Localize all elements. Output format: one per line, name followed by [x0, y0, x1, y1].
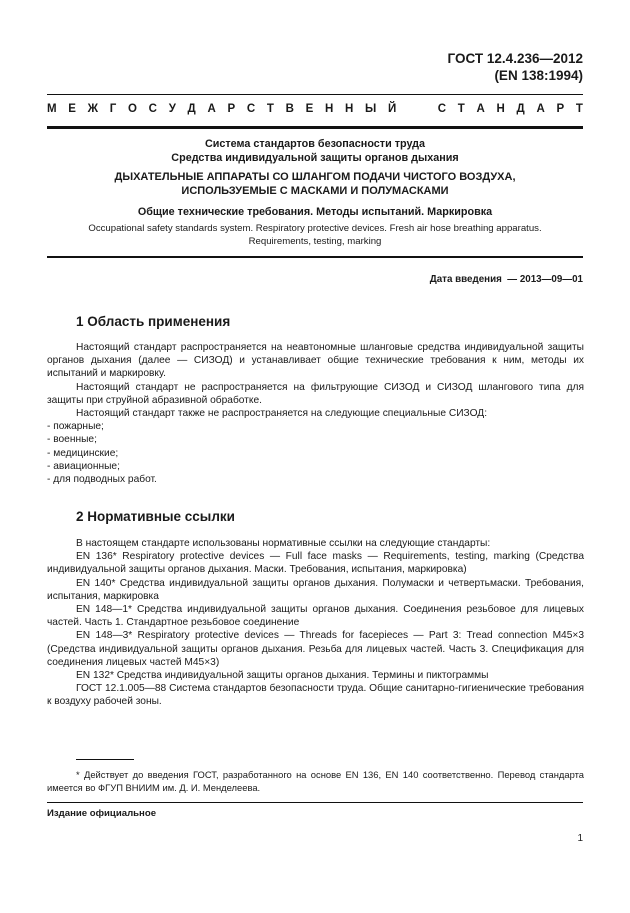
gost-number: ГОСТ 12.4.236—2012: [447, 51, 583, 66]
banner-letter: Н: [324, 103, 334, 115]
title-main-line1: ДЫХАТЕЛЬНЫЕ АППАРАТЫ СО ШЛАНГОМ ПОДАЧИ ЧИСТОГО ВОЗДУХА,: [114, 171, 516, 183]
reference-item: EN 140* Средства индивидуальной защиты органов дыхания. Полумаски и четвертьмаски. Требования, испытания, маркировка: [47, 577, 584, 602]
list-item: - авиационные;: [47, 460, 120, 472]
banner-letter: С: [148, 103, 157, 115]
title-system: Система стандартов безопасности труда: [204, 138, 426, 150]
bottom-rule: [47, 802, 583, 803]
introduction-date: [430, 274, 583, 285]
reference-item: EN 132* Средства индивидуальной защиты органов дыхания. Термины и пиктограммы: [76, 670, 489, 682]
reference-item: EN 148—3* Respiratory protective devices — Threads for facepieces — Part 3: Tread connection M45×3 (Средства индивидуальной защиты органов дыхания. Резьба для лицевых частей. Часть 3. Спецификация для соединения лицевых частей M45×3): [47, 630, 584, 668]
banner-letter: А: [536, 103, 545, 115]
title-english-line2: Requirements, testing, marking: [248, 236, 382, 247]
banner-letter: С: [246, 103, 256, 115]
section-2-body: [47, 537, 584, 709]
banner-letter: У: [168, 103, 176, 115]
banner-letter: Ы: [365, 103, 377, 115]
interstate-standard-banner: [47, 103, 583, 115]
section-1-body: [47, 341, 584, 486]
banner-letter: С: [437, 103, 447, 115]
banner-letter: М: [47, 103, 57, 115]
banner-letter: Г: [109, 103, 117, 115]
banner-letter: Р: [556, 103, 565, 115]
list-item: - пожарные;: [47, 421, 104, 433]
reference-item: EN 148—1* Средства индивидуальной защиты органов дыхания. Соединения резьбовое для лицевых частей. Часть 1. Стандартное резьбовое соединение: [47, 604, 584, 629]
banner-letter: Д: [516, 103, 525, 115]
list-item: - медицинские;: [47, 447, 119, 459]
banner-letter: Ж: [87, 103, 99, 115]
section-2-intro: В настоящем стандарте использованы нормативные ссылки на следующие стандарты:: [76, 538, 491, 549]
list-item: - для подводных работ.: [47, 474, 157, 486]
section-1-paragraph: Настоящий стандарт распространяется на неавтономные шланговые средства индивидуальной защиты органов дыхания (далее — СИЗОД) и устанавливает общие технические требования к ним, методы их испытаний и маркировку.: [47, 342, 584, 380]
section-1-paragraph: Настоящий стандарт не распространяется на фильтрующие СИЗОД и СИЗОД шлангового типа для защиты при струйной абразивной обработке.: [47, 381, 584, 406]
banner-letter: Н: [345, 103, 354, 115]
footnote-rule: [76, 759, 134, 760]
section-2-heading: 2 Нормативные ссылки: [76, 509, 235, 524]
banner-letter: Р: [227, 103, 236, 115]
intro-date-label: Дата введения: [429, 274, 502, 285]
banner-letter: Е: [68, 103, 76, 115]
title-subtitle: Общие технические требования. Методы испытаний. Маркировка: [137, 206, 493, 218]
reference-item: EN 136* Respiratory protective devices — Full face masks — Requirements, testing, marking (Средства индивидуальной защиты органов дыхания. Маски. Требования, испытания, маркировка): [47, 551, 584, 576]
banner-letter: Й: [387, 103, 397, 115]
title-main-line2: ИСПОЛЬЗУЕМЫЕ С МАСКАМИ И ПОЛУМАСКАМИ: [181, 185, 449, 197]
top-rule: [47, 94, 583, 95]
banner-letter: Н: [496, 103, 505, 115]
intro-date-value: — 2013—09—01: [507, 274, 583, 285]
banner-gap: [408, 103, 411, 115]
banner-letter: О: [128, 103, 137, 115]
reference-item: ГОСТ 12.1.005—88 Система стандартов безопасности труда. Общие санитарно-гигиенические требования к воздуху рабочей зоны.: [47, 683, 584, 708]
footnote: * Действует до введения ГОСТ, разработанного на основе EN 136, EN 140 соответственно. Перевод стандарта имеется во ФГУП ВНИИМ им. Д. И. Менделеева.: [47, 769, 584, 793]
banner-letter: Т: [457, 103, 465, 115]
page-number: 1: [577, 833, 583, 844]
banner-letter: Д: [187, 103, 196, 115]
title-subsystem: Средства индивидуальной защиты органов дыхания: [171, 152, 459, 164]
banner-letter: А: [476, 103, 485, 115]
section-1-heading: 1 Область применения: [76, 314, 231, 329]
title-rule: [47, 256, 583, 258]
list-item: - военные;: [47, 434, 97, 446]
section-1-paragraph: Настоящий стандарт также не распространяется на следующие специальные СИЗОД:: [76, 408, 488, 420]
banner-gap: [423, 103, 426, 115]
banner-letter: Е: [305, 103, 314, 115]
banner-letter: Т: [266, 103, 274, 115]
title-english-line1: Occupational safety standards system. Respiratory protective devices. Fresh air hose breathing apparatus.: [88, 223, 542, 234]
en-number: (EN 138:1994): [494, 68, 583, 83]
banner-letter: В: [285, 103, 294, 115]
banner-letter: Т: [575, 103, 583, 115]
edition-label: Издание официальное: [47, 808, 157, 819]
banner-rule: [47, 126, 583, 129]
banner-letter: А: [207, 103, 216, 115]
